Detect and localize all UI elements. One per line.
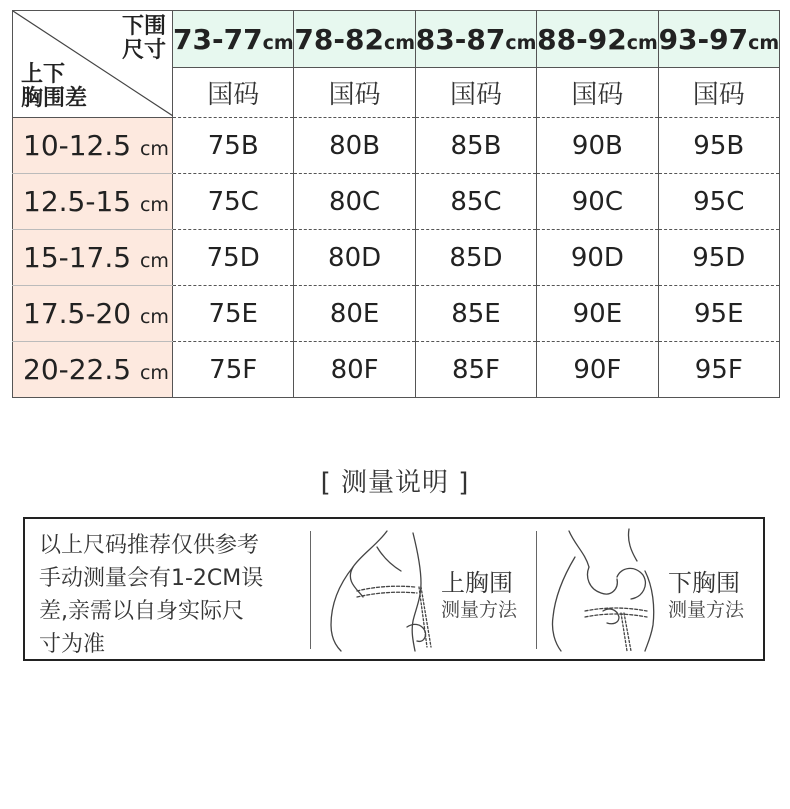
under-bust-method-title: 下胸围: [668, 569, 740, 597]
size-cell: 85F: [415, 342, 536, 398]
size-cell: 85B: [415, 118, 536, 174]
column-sublabel: 国码: [294, 68, 415, 118]
note-line: 以上尺码推荐仅供参考: [39, 533, 260, 558]
size-cell: 90E: [537, 286, 658, 342]
table-row: [13, 342, 780, 398]
size-cell: 95C: [658, 174, 779, 230]
note-line: 寸为准: [39, 632, 106, 657]
column-header-93-97: 93-97cm: [658, 11, 779, 68]
size-cell: 90C: [537, 174, 658, 230]
column-sublabel: 国码: [415, 68, 536, 118]
column-sublabel: 国码: [173, 68, 294, 118]
row-label-bust-difference: 17.5-20 cm: [13, 286, 173, 342]
size-cell: 95D: [658, 230, 779, 286]
column-header-73-77: 73-77cm: [173, 11, 294, 68]
corner-label-difference: 上下 胸围差: [21, 62, 88, 111]
size-cell: 75E: [173, 286, 294, 342]
row-label-bust-difference: 20-22.5 cm: [13, 342, 173, 398]
size-cell: 90F: [537, 342, 658, 398]
size-cell: 80F: [294, 342, 415, 398]
size-cell: 80E: [294, 286, 415, 342]
column-sublabel: 国码: [537, 68, 658, 118]
size-chart-table: [12, 10, 780, 398]
size-cell: 75C: [173, 174, 294, 230]
upper-bust-figure-icon: [317, 527, 437, 657]
table-row: [13, 118, 780, 174]
size-cell: 90B: [537, 118, 658, 174]
column-header-88-92: 88-92cm: [537, 11, 658, 68]
table-row: [13, 286, 780, 342]
upper-bust-method-subtitle: 测量方法: [441, 599, 518, 621]
size-cell: 95B: [658, 118, 779, 174]
size-cell: 75F: [173, 342, 294, 398]
under-bust-method-subtitle: 测量方法: [668, 599, 745, 621]
column-header-78-82: 78-82cm: [294, 11, 415, 68]
under-bust-figure-icon: [545, 527, 665, 657]
size-cell: 95F: [658, 342, 779, 398]
upper-bust-method-title: 上胸围: [441, 569, 513, 597]
size-cell: 85C: [415, 174, 536, 230]
divider: [310, 531, 311, 649]
note-line: 手动测量会有1-2CM误: [39, 566, 264, 591]
size-cell: 90D: [537, 230, 658, 286]
size-cell: 95E: [658, 286, 779, 342]
size-cell: 75B: [173, 118, 294, 174]
column-header-83-87: 83-87cm: [415, 11, 536, 68]
divider: [536, 531, 537, 649]
table-corner-header: [13, 11, 173, 118]
row-label-bust-difference: 12.5-15 cm: [13, 174, 173, 230]
row-label-bust-difference: 10-12.5 cm: [13, 118, 173, 174]
size-cell: 80C: [294, 174, 415, 230]
measurement-section-title: [ 测量说明 ]: [320, 468, 470, 498]
table-row: [13, 230, 780, 286]
row-label-bust-difference: 15-17.5 cm: [13, 230, 173, 286]
measurement-note: [39, 529, 301, 661]
size-cell: 75D: [173, 230, 294, 286]
size-cell: 80D: [294, 230, 415, 286]
size-cell: 85D: [415, 230, 536, 286]
table-row: [13, 174, 780, 230]
size-cell: 85E: [415, 286, 536, 342]
column-sublabel: 国码: [658, 68, 779, 118]
note-line: 差,亲需以自身实际尺: [39, 599, 244, 624]
size-cell: 80B: [294, 118, 415, 174]
corner-label-underbust: 下围 尺寸: [121, 14, 166, 63]
measurement-instructions-box: [23, 517, 765, 661]
